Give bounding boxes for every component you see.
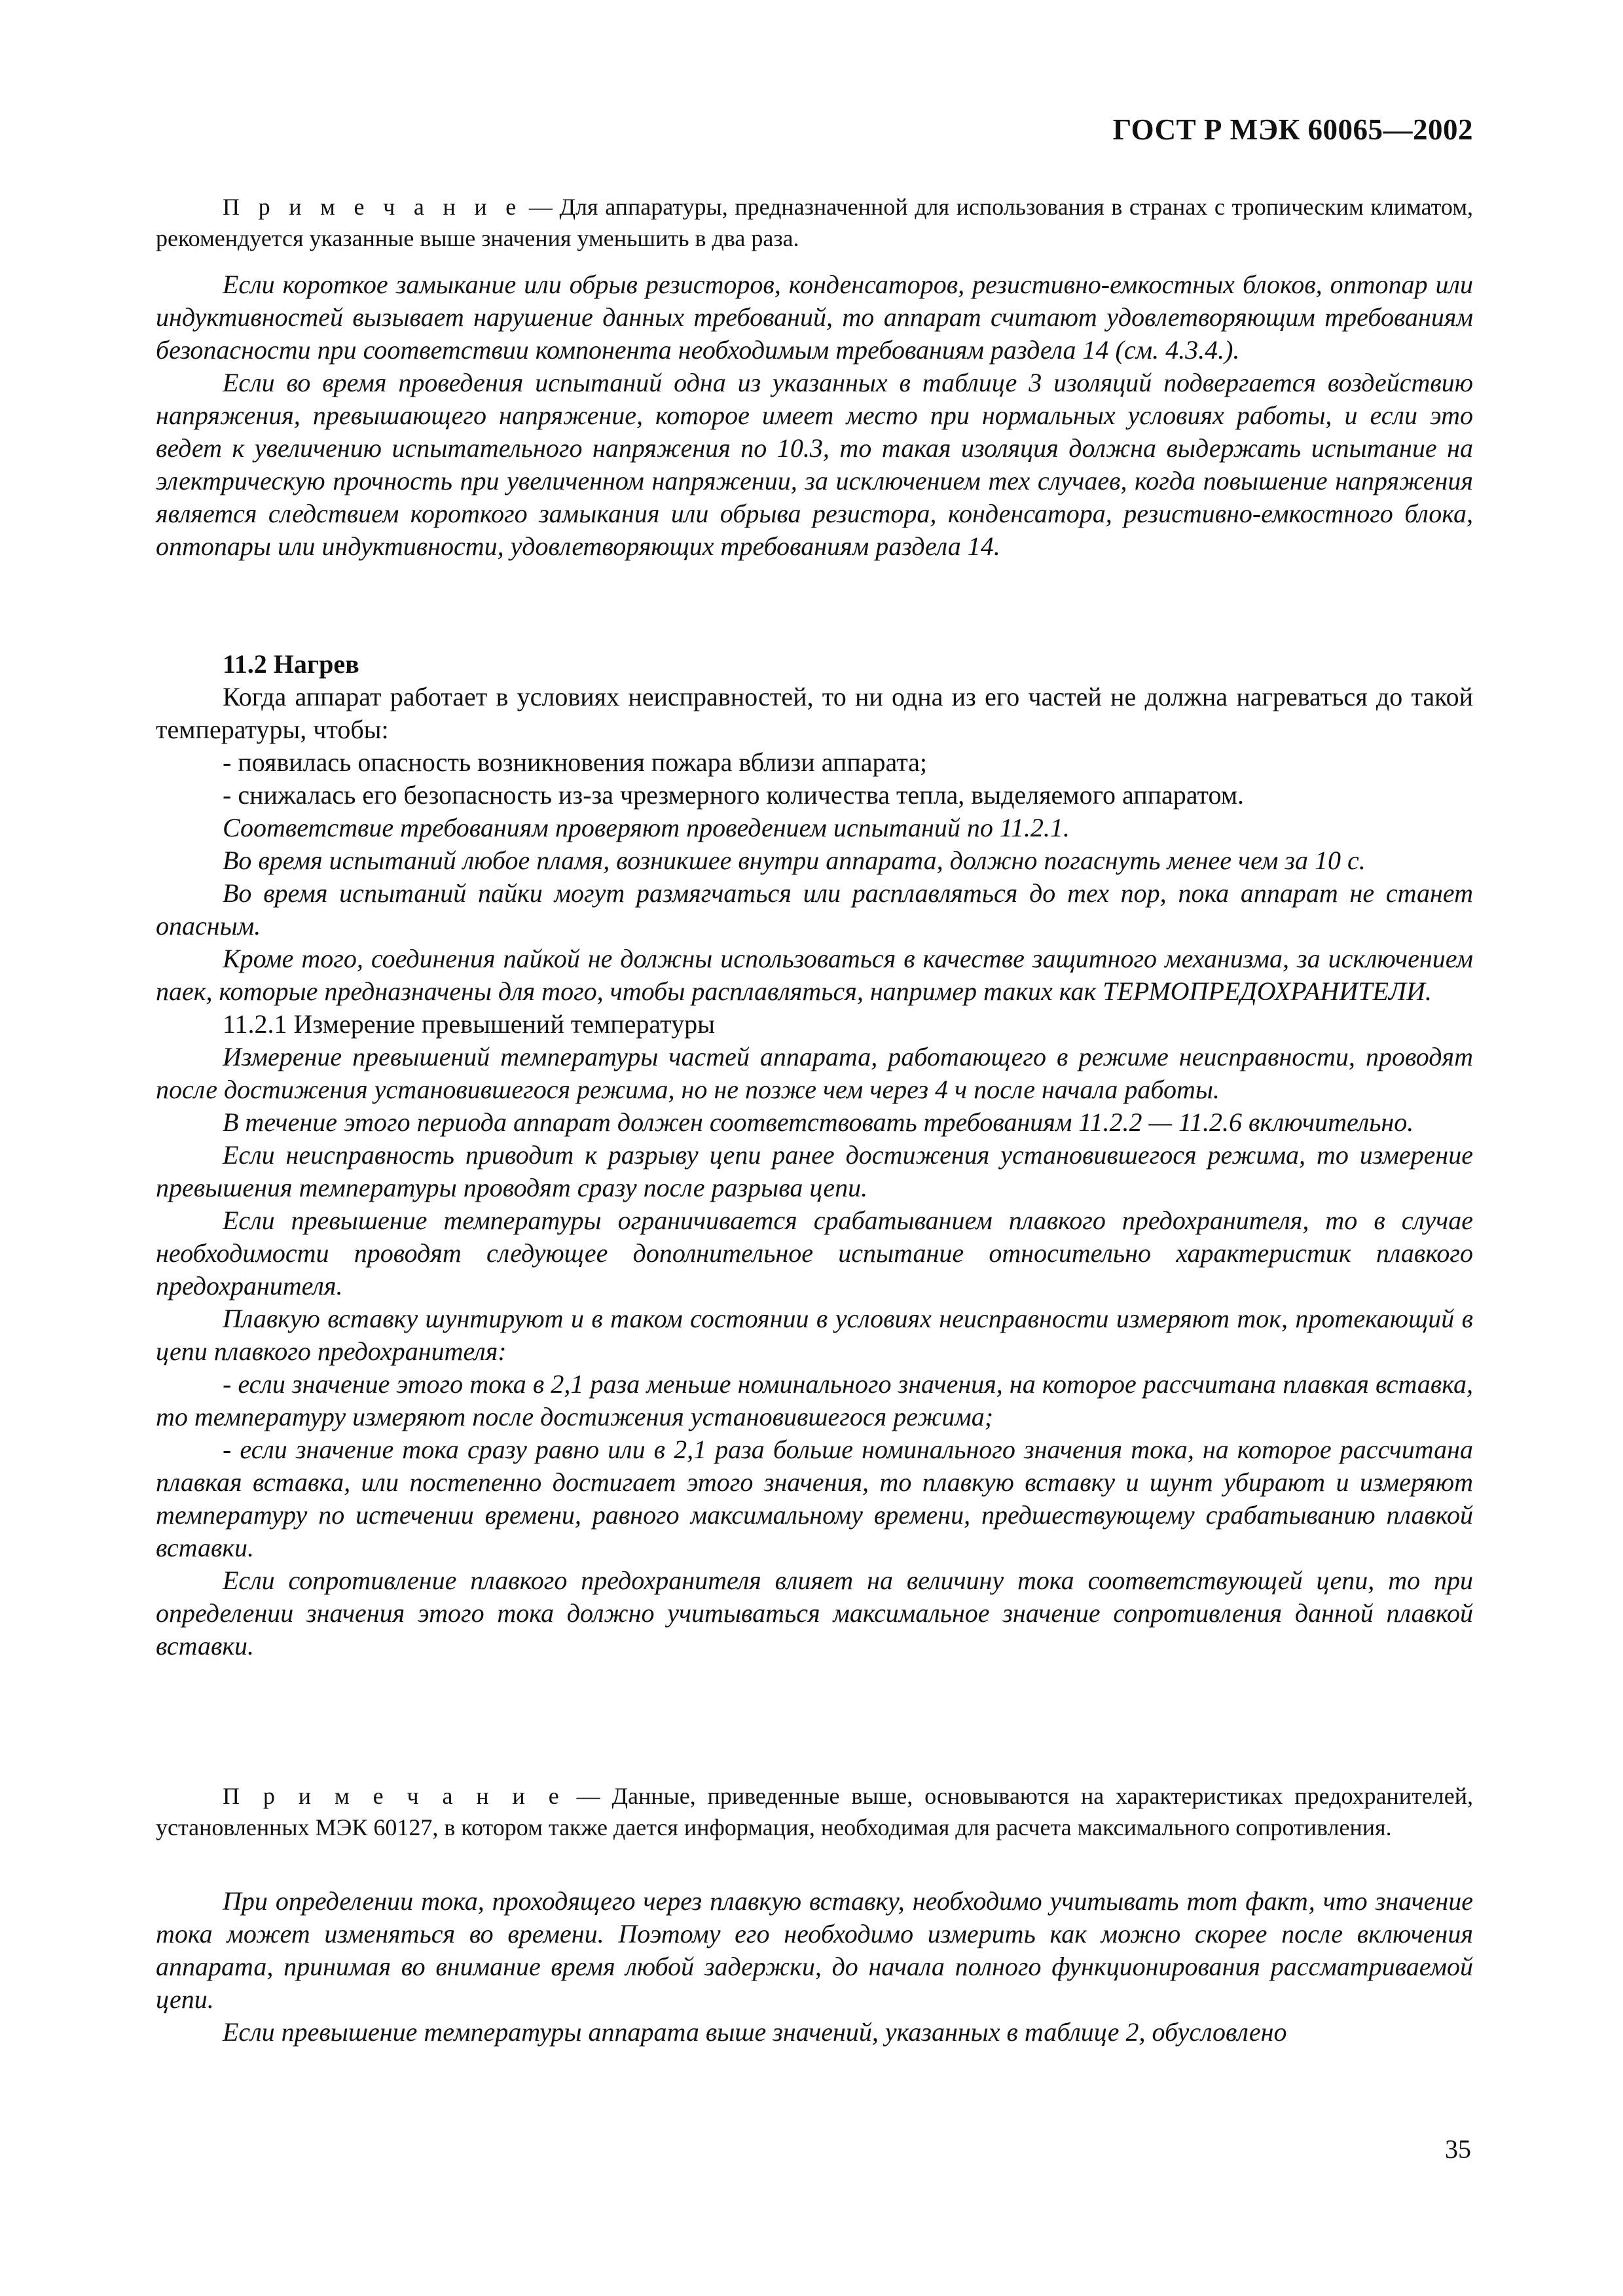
paragraphs-a <box>156 268 1473 563</box>
note-2 <box>156 1780 1473 1843</box>
paragraph-temperature-excess: Если превышение температуры аппарата выше значений, указанных в таблице 2, обусловлено <box>223 2017 1287 2047</box>
paragraph-short-circuit: Если короткое замыкание или обрыв резисторов, конденсаторов, резистивно-емкостных блоков, оптопар или индуктивностей вызывает нарушение данных требований, то аппарат считают удовлетворяющим требованиям безопасности при соответствии компонента необходимым требованиям раздела 14 (см. 4.3.4.). <box>156 270 1473 365</box>
paragraph-current-time: При определении тока, проходящего через плавкую вставку, необходимо учитывать тот факт, что значение тока может изменяться во времени. Поэтому его необходимо измерить как можно скорее после включения аппарата, принимая во внимание время любой задержки, до начала полного функционирования рассматриваемой цепи. <box>156 1886 1473 2014</box>
note-1-dash: — <box>522 194 560 220</box>
note-1-label: П р и м е ч а н и е <box>223 194 522 220</box>
paragraph-period: В течение этого периода аппарат должен соответствовать требованиям 11.2.2 — 11.2.6 включительно. <box>223 1107 1414 1137</box>
page-number: 35 <box>1445 2134 1471 2164</box>
note-2-label: П р и м е ч а н и е <box>223 1783 565 1809</box>
bullet-safety-heat: - снижалась его безопасность из-за чрезмерного количества тепла, выделяемого аппаратом. <box>223 780 1245 810</box>
paragraph-flame: Во время испытаний любое пламя, возникшее внутри аппарата, должно погаснуть менее чем за 10 с. <box>223 846 1366 875</box>
bullet-current-less: - если значение этого тока в 2,1 раза меньше номинального значения, на которое рассчитана плавкая вставка, то температуру измеряют после достижения установившегося режима; <box>156 1369 1473 1431</box>
paragraph-compliance: Соответствие требованиям проверяют проведением испытаний по 11.2.1. <box>223 813 1070 842</box>
section-intro: Когда аппарат работает в условиях неисправностей, то ни одна из его частей не должна нагреваться до такой температуры, чтобы: <box>156 682 1473 744</box>
bullet-fire-hazard: - появилась опасность возникновения пожара вблизи аппарата; <box>223 747 928 777</box>
note-2-dash: — <box>564 1783 612 1809</box>
paragraphs-b <box>156 1885 1473 2049</box>
document-code-header: ГОСТ Р МЭК 60065—2002 <box>1112 113 1473 146</box>
paragraph-fuse-resistance: Если сопротивление плавкого предохранителя влияет на величину тока соответствующей цепи, то при определении значения этого тока должно учитываться максимальное значение сопротивления данной плавкой вставки. <box>156 1566 1473 1660</box>
paragraph-solder-protection: Кроме того, соединения пайкой не должны использоваться в качестве защитного механизма, за исключением паек, которые предназначены для того, чтобы расплавляться, например таких как ТЕРМОПРЕДОХРАНИТЕЛИ. <box>156 944 1473 1006</box>
paragraph-fuse-limit: Если превышение температуры ограничивается срабатыванием плавкого предохранителя, то в случае необходимости проводят следующее дополнительное испытание относительно характеристик плавкого предохранителя. <box>156 1206 1473 1300</box>
bullet-current-more: - если значение тока сразу равно или в 2,1 раза больше номинального значения тока, на которое рассчитана плавкая вставка, или постепенно достигает этого значения, то плавкую вставку и шунт убирают и измеряют температуру по истечении времени, равного максимальному времени, предшествующему срабатыванию плавкой вставки. <box>156 1435 1473 1562</box>
paragraph-measurement: Измерение превышений температуры частей аппарата, работающего в режиме неисправности, проводят после достижения установившегося режима, но не позже чем через 4 ч после начала работы. <box>156 1042 1473 1104</box>
subsection-heading: 11.2.1 Измерение превышений температуры <box>223 1009 715 1039</box>
section-11-2 <box>156 648 1473 1662</box>
paragraph-test-voltage: Если во время проведения испытаний одна из указанных в таблице 3 изоляций подвергается воздействию напряжения, превышающего напряжение, которое имеет место при нормальных условиях работы, и если это ведет к увеличению испытательного напряжения по 10.3, то такая изоляция должна выдержать испытание на электрическую прочность при увеличенном напряжении, за исключением тех случаев, когда повышение напряжения является следствием короткого замыкания или обрыва резистора, конденсатора, резистивно-емкостного блока, оптопары или индуктивности, удовлетворяющих требованиям раздела 14. <box>156 368 1473 561</box>
paragraph-solder-soften: Во время испытаний пайки могут размягчаться или расплавляться до тех пор, пока аппарат не станет опасным. <box>156 878 1473 941</box>
note-1 <box>156 191 1473 254</box>
note-2-text: Данные, приведенные выше, основываются на характеристиках предохранителей, установленных МЭК 60127, в котором также дается информация, необходимая для расчета максимального сопротивления. <box>156 1783 1473 1840</box>
paragraph-circuit-break: Если неисправность приводит к разрыву цепи ранее достижения установившегося режима, то измерение превышения температуры проводят сразу после разрыва цепи. <box>156 1140 1473 1202</box>
note-1-text: Для аппаратуры, предназначенной для использования в странах с тропическим климатом, рекомендуется указанные выше значения уменьшить в два раза. <box>156 194 1474 251</box>
paragraph-fuse-shunt: Плавкую вставку шунтируют и в таком состоянии в условиях неисправности измеряют ток, протекающий в цепи плавкого предохранителя: <box>156 1304 1473 1366</box>
section-heading: 11.2 Нагрев <box>223 649 359 679</box>
